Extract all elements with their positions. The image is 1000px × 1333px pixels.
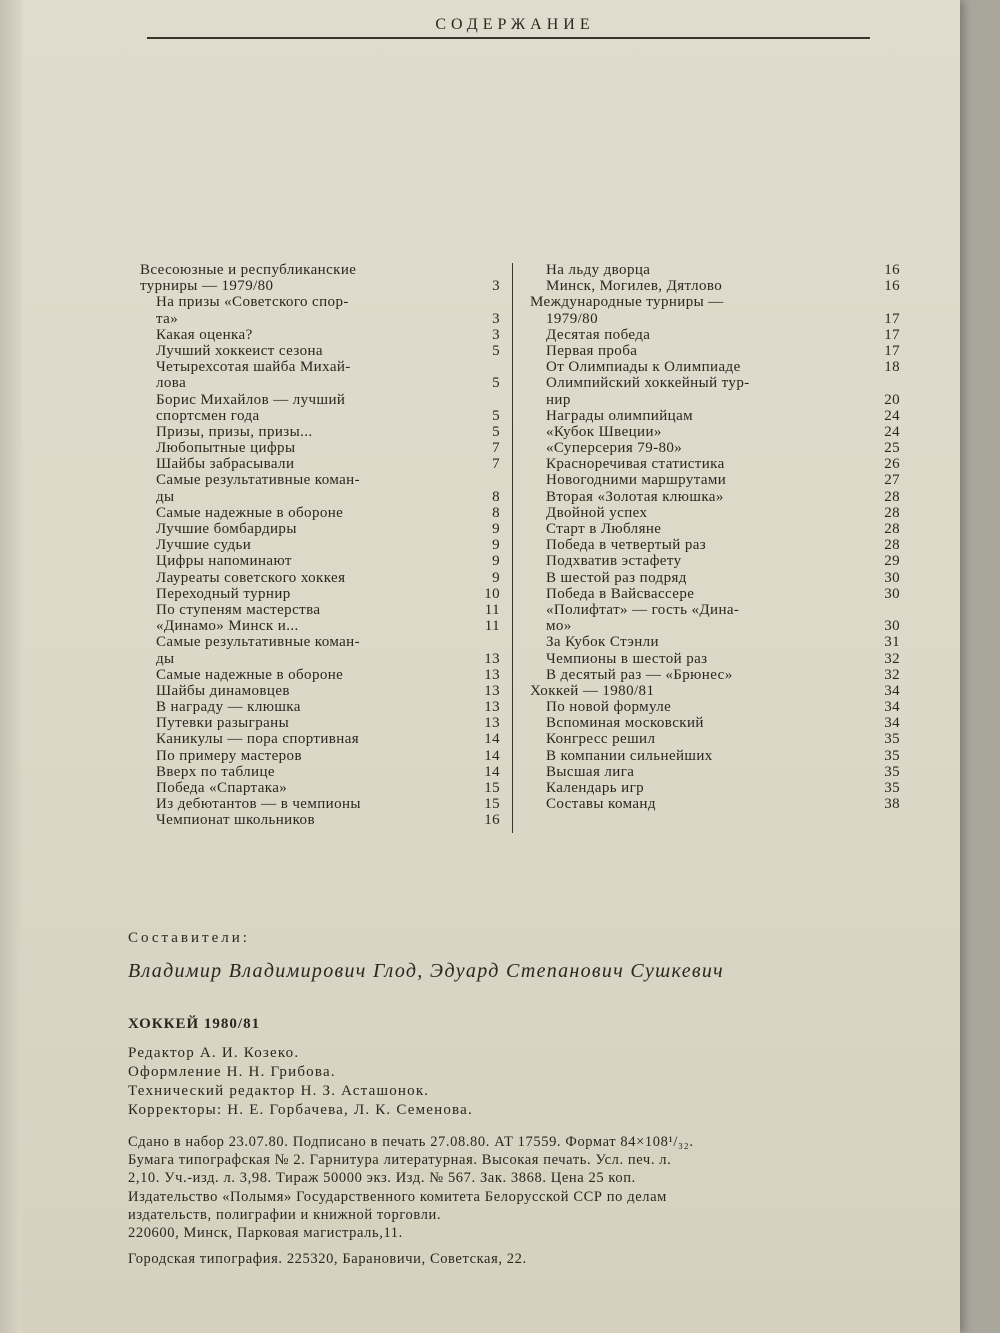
toc-entry (530, 796, 900, 812)
toc-entry (140, 731, 500, 747)
toc-entry-page: 24 (884, 423, 900, 440)
toc-entry (140, 375, 500, 391)
toc-entry-page: 30 (884, 569, 900, 586)
toc-entry-page: 28 (884, 488, 900, 505)
toc-entry-page: 17 (884, 342, 900, 359)
toc-entry-title: По примеру мастеров (156, 747, 302, 764)
toc-entry-title: спортсмен года (156, 407, 260, 424)
toc-entry-page: 28 (884, 521, 900, 537)
imprint-line: Сдано в набор 23.07.80. Подписано в печать 27.08.80. АТ 17559. Формат 84×108¹/₃₂. (128, 1134, 694, 1150)
toc-entry (530, 570, 900, 586)
toc-entry-page: 30 (884, 618, 900, 635)
toc-entry (530, 262, 900, 278)
toc-entry-page: 10 (484, 585, 500, 602)
toc-entry-page: 28 (884, 504, 900, 521)
toc-entry-page: 11 (484, 601, 500, 618)
toc-entry-page: 20 (884, 391, 900, 408)
imprint-line: 2,10. Уч.-изд. л. 3,98. Тираж 50000 экз. Изд. № 567. Зак. 3868. Цена 25 коп. (128, 1170, 636, 1186)
toc-entry (530, 748, 900, 764)
header-rule (147, 37, 870, 39)
toc-entry (140, 408, 500, 424)
toc-entry-page: 35 (884, 731, 900, 748)
toc-entry-page: 30 (884, 585, 900, 602)
toc-entry-title: «Динамо» Минск и... (156, 618, 299, 635)
toc-entry-page: 24 (884, 407, 900, 424)
page-title: СОДЕРЖАНИЕ (435, 16, 595, 33)
toc-entry (140, 440, 500, 456)
toc-entry (530, 634, 900, 650)
toc-entry (530, 602, 900, 618)
toc-right-column (530, 262, 900, 812)
toc-entry-title: Двойной успех (546, 504, 648, 521)
toc-entry (530, 375, 900, 391)
toc-entry-page: 5 (492, 407, 500, 424)
toc-entry-title: Самые результативные коман- (156, 472, 360, 489)
toc-entry-title: «Суперсерия 79-80» (546, 440, 683, 457)
toc-entry-page: 8 (492, 488, 500, 505)
toc-entry (530, 472, 900, 488)
toc-entry-title: В десятый раз — «Брюнес» (546, 666, 733, 683)
toc-entry-title: Чемпионы в шестой раз (546, 650, 708, 667)
staff-list (128, 1044, 473, 1120)
toc-entry-title: Старт в Любляне (546, 521, 662, 537)
toc-entry-title: Лауреаты советского хоккея (156, 569, 346, 586)
toc-entry-title: На льду дворца (546, 262, 651, 278)
authors: Владимир Владимирович Глод, Эдуард Степанович Сушкевич (128, 960, 725, 982)
toc-entry (140, 505, 500, 521)
toc-entry-title: Награды олимпийцам (546, 407, 694, 424)
toc-entry (530, 553, 900, 569)
toc-entry-title: Из дебютантов — в чемпионы (156, 796, 361, 813)
toc-entry-title: Первая проба (546, 342, 638, 359)
toc-entry-title: Лучшие судьи (156, 537, 252, 554)
toc-entry-title: Цифры напоминают (156, 553, 292, 570)
printer-line: Городская типография. 225320, Барановичи, Советская, 22. (128, 1251, 527, 1267)
toc-entry-title: Переходный турнир (156, 585, 291, 602)
toc-entry-title: В награду — клюшка (156, 699, 301, 716)
toc-entry-page: 11 (484, 618, 500, 635)
imprint-block (128, 1133, 694, 1187)
toc-entry-page: 9 (492, 521, 500, 537)
toc-entry-title: Путевки разыграны (156, 715, 290, 732)
toc-entry-page: 14 (484, 731, 500, 748)
toc-entry-title: Составы команд (546, 796, 656, 813)
toc-entry-title: ды (156, 488, 175, 505)
staff-line: Технический редактор Н. З. Асташонок. (128, 1083, 430, 1099)
toc-entry-title: «Кубок Швеции» (546, 423, 662, 440)
toc-entry-title: Четырехсотая шайба Михай- (156, 359, 351, 376)
toc-entry-page: 9 (492, 553, 500, 570)
toc-entry-page: 17 (884, 326, 900, 343)
toc-entry-page: 35 (884, 763, 900, 780)
toc-entry (140, 424, 500, 440)
toc-entry-page: 16 (884, 278, 900, 295)
toc-entry-page: 25 (884, 440, 900, 457)
toc-entry-page: 3 (492, 310, 500, 327)
toc-entry-title: По ступеням мастерства (156, 601, 321, 618)
toc-entry-page: 32 (884, 666, 900, 683)
toc-entry-page: 34 (884, 715, 900, 732)
column-divider (512, 263, 513, 833)
toc-entry (140, 651, 500, 667)
toc-entry (140, 262, 500, 278)
toc-entry-page: 7 (492, 456, 500, 473)
toc-entry-title: Шайбы динамовцев (156, 682, 290, 699)
toc-entry (140, 472, 500, 488)
toc-entry-page: 5 (492, 375, 500, 392)
toc-entry-title: Шайбы забрасывали (156, 456, 295, 473)
toc-entry-title: Новогодними маршрутами (546, 472, 727, 489)
staff-line: Оформление Н. Н. Грибова. (128, 1064, 336, 1080)
toc-entry-title: Вторая «Золотая клюшка» (546, 488, 724, 505)
toc-entry-page: 3 (492, 278, 500, 295)
toc-entry (140, 812, 500, 828)
toc-entry-page: 35 (884, 780, 900, 796)
toc-entry (140, 764, 500, 780)
toc-entry-page: 8 (492, 504, 500, 521)
publisher-line: Издательство «Полымя» Государственного комитета Белорусской ССР по делам (128, 1189, 667, 1205)
toc-entry-title: Чемпионат школьников (156, 812, 315, 829)
toc-entry (140, 343, 500, 359)
page-edge (0, 0, 22, 1333)
toc-entry-title: Лучший хоккеист сезона (156, 342, 323, 359)
toc-entry (530, 392, 900, 408)
toc-entry-title: нир (546, 391, 571, 408)
toc-left-column (140, 262, 500, 829)
toc-entry (530, 294, 900, 310)
toc-entry (530, 683, 900, 699)
toc-entry-title: 1979/80 (546, 310, 598, 327)
toc-entry (140, 327, 500, 343)
toc-entry-title: Международные турниры — (530, 294, 724, 311)
toc-entry-title: Победа «Спартака» (156, 780, 288, 796)
toc-entry (140, 311, 500, 327)
toc-entry-page: 13 (484, 715, 500, 732)
toc-entry-page: 9 (492, 569, 500, 586)
toc-entry-page: 15 (484, 796, 500, 813)
toc-entry-title: Борис Михайлов — лучший (156, 391, 346, 408)
toc-entry-page: 14 (484, 747, 500, 764)
toc-entry (140, 618, 500, 634)
toc-entry (140, 278, 500, 294)
toc-entry-title: Олимпийский хоккейный тур- (546, 375, 750, 392)
toc-entry-title: Самые надежные в обороне (156, 666, 344, 683)
toc-entry (140, 570, 500, 586)
toc-entry (140, 683, 500, 699)
toc-entry-title: В шестой раз подряд (546, 569, 687, 586)
toc-entry (140, 359, 500, 375)
toc-entry-title: Конгресс решил (546, 731, 656, 748)
publisher-line: 220600, Минск, Парковая магистраль,11. (128, 1225, 403, 1241)
toc-entry-title: Хоккей — 1980/81 (530, 682, 655, 699)
toc-entry-page: 34 (884, 699, 900, 716)
toc-entry-title: За Кубок Стэнли (546, 634, 659, 651)
toc-entry-title: Вверх по таблице (156, 763, 275, 780)
toc-entry-title: Календарь игр (546, 780, 645, 796)
toc-entry-page: 16 (884, 262, 900, 278)
toc-entry-title: От Олимпиады к Олимпиаде (546, 359, 741, 376)
imprint-line: Бумага типографская № 2. Гарнитура литературная. Высокая печать. Усл. печ. л. (128, 1152, 672, 1168)
toc-entry-page: 5 (492, 342, 500, 359)
toc-entry (140, 602, 500, 618)
toc-entry (140, 715, 500, 731)
toc-entry-page: 26 (884, 456, 900, 473)
toc-entry-title: Высшая лига (546, 763, 635, 780)
toc-entry-title: Каникулы — пора спортивная (156, 731, 360, 748)
publisher-block (128, 1188, 667, 1242)
book-title: ХОККЕЙ 1980/81 (128, 1016, 261, 1032)
toc-entry-page: 5 (492, 423, 500, 440)
toc-entry (530, 408, 900, 424)
compilers-label: Составители: (128, 930, 250, 946)
toc-entry-title: Победа в Вайсвассере (546, 585, 695, 602)
toc-entry (140, 699, 500, 715)
toc-entry-title: Красноречивая статистика (546, 456, 725, 473)
toc-entry (140, 748, 500, 764)
toc-entry (530, 699, 900, 715)
toc-entry (530, 456, 900, 472)
toc-entry-title: Самые надежные в обороне (156, 504, 344, 521)
toc-entry (530, 440, 900, 456)
toc-entry (530, 618, 900, 634)
toc-entry-title: Десятая победа (546, 326, 651, 343)
toc-entry-title: Всесоюзные и республиканские (140, 262, 357, 278)
toc-entry-page: 18 (884, 359, 900, 376)
toc-entry (530, 780, 900, 796)
toc-entry (140, 537, 500, 553)
toc-entry-page: 17 (884, 310, 900, 327)
toc-entry-page: 3 (492, 326, 500, 343)
toc-entry (140, 796, 500, 812)
toc-entry (530, 586, 900, 602)
toc-entry (140, 294, 500, 310)
toc-entry (530, 311, 900, 327)
toc-entry (530, 537, 900, 553)
toc-entry-page: 15 (484, 780, 500, 796)
toc-entry (530, 651, 900, 667)
toc-entry (530, 505, 900, 521)
toc-entry-page: 35 (884, 747, 900, 764)
toc-entry (140, 780, 500, 796)
toc-entry (140, 489, 500, 505)
staff-line: Редактор А. И. Козеко. (128, 1045, 300, 1061)
toc-entry (140, 392, 500, 408)
toc-entry-title: Минск, Могилев, Дятлово (546, 278, 723, 295)
toc-entry (530, 715, 900, 731)
toc-entry-title: «Полифтат» — гость «Дина- (546, 601, 740, 618)
toc-entry-title: Самые результативные коман- (156, 634, 360, 651)
toc-entry-title: Призы, призы, призы... (156, 423, 313, 440)
toc-entry-title: турниры — 1979/80 (140, 278, 274, 295)
toc-entry-title: Любопытные цифры (156, 440, 296, 457)
toc-entry-page: 31 (884, 634, 900, 651)
toc-entry-page: 13 (484, 699, 500, 716)
toc-entry-page: 9 (492, 537, 500, 554)
toc-entry-title: та» (156, 310, 179, 327)
toc-entry (530, 424, 900, 440)
toc-entry-page: 32 (884, 650, 900, 667)
toc-entry-page: 28 (884, 537, 900, 554)
toc-entry-title: мо» (546, 618, 572, 635)
publisher-line: издательств, полиграфии и книжной торговли. (128, 1207, 442, 1223)
toc-entry-page: 14 (484, 763, 500, 780)
toc-entry-title: На призы «Советского спор- (156, 294, 349, 311)
toc-entry (530, 343, 900, 359)
toc-entry-page: 34 (884, 682, 900, 699)
toc-entry (140, 667, 500, 683)
toc-entry (140, 586, 500, 602)
toc-entry (140, 634, 500, 650)
toc-entry-title: Подхватив эстафету (546, 553, 682, 570)
toc-entry (530, 764, 900, 780)
toc-entry-page: 13 (484, 666, 500, 683)
toc-entry-title: ды (156, 650, 175, 667)
toc-entry-page: 13 (484, 650, 500, 667)
toc-entry-title: Лучшие бомбардиры (156, 521, 297, 537)
toc-entry-page: 16 (484, 812, 500, 829)
toc-entry (140, 521, 500, 537)
toc-entry-title: Победа в четвертый раз (546, 537, 707, 554)
toc-entry (530, 521, 900, 537)
toc-entry-title: По новой формуле (546, 699, 672, 716)
toc-entry (530, 278, 900, 294)
toc-entry (140, 456, 500, 472)
toc-entry-page: 38 (884, 796, 900, 813)
toc-entry (530, 489, 900, 505)
toc-entry-page: 27 (884, 472, 900, 489)
toc-entry (530, 359, 900, 375)
toc-entry-page: 29 (884, 553, 900, 570)
toc-entry-title: Вспоминая московский (546, 715, 704, 732)
toc-entry (530, 731, 900, 747)
staff-line: Корректоры: Н. Е. Горбачева, Л. К. Семенова. (128, 1102, 473, 1118)
toc-entry-title: Какая оценка? (156, 326, 253, 343)
toc-entry (530, 327, 900, 343)
toc-entry-title: В компании сильнейших (546, 747, 713, 764)
toc-entry-title: лова (156, 375, 187, 392)
toc-entry-page: 13 (484, 682, 500, 699)
toc-entry (140, 553, 500, 569)
toc-entry-page: 7 (492, 440, 500, 457)
toc-entry (530, 667, 900, 683)
